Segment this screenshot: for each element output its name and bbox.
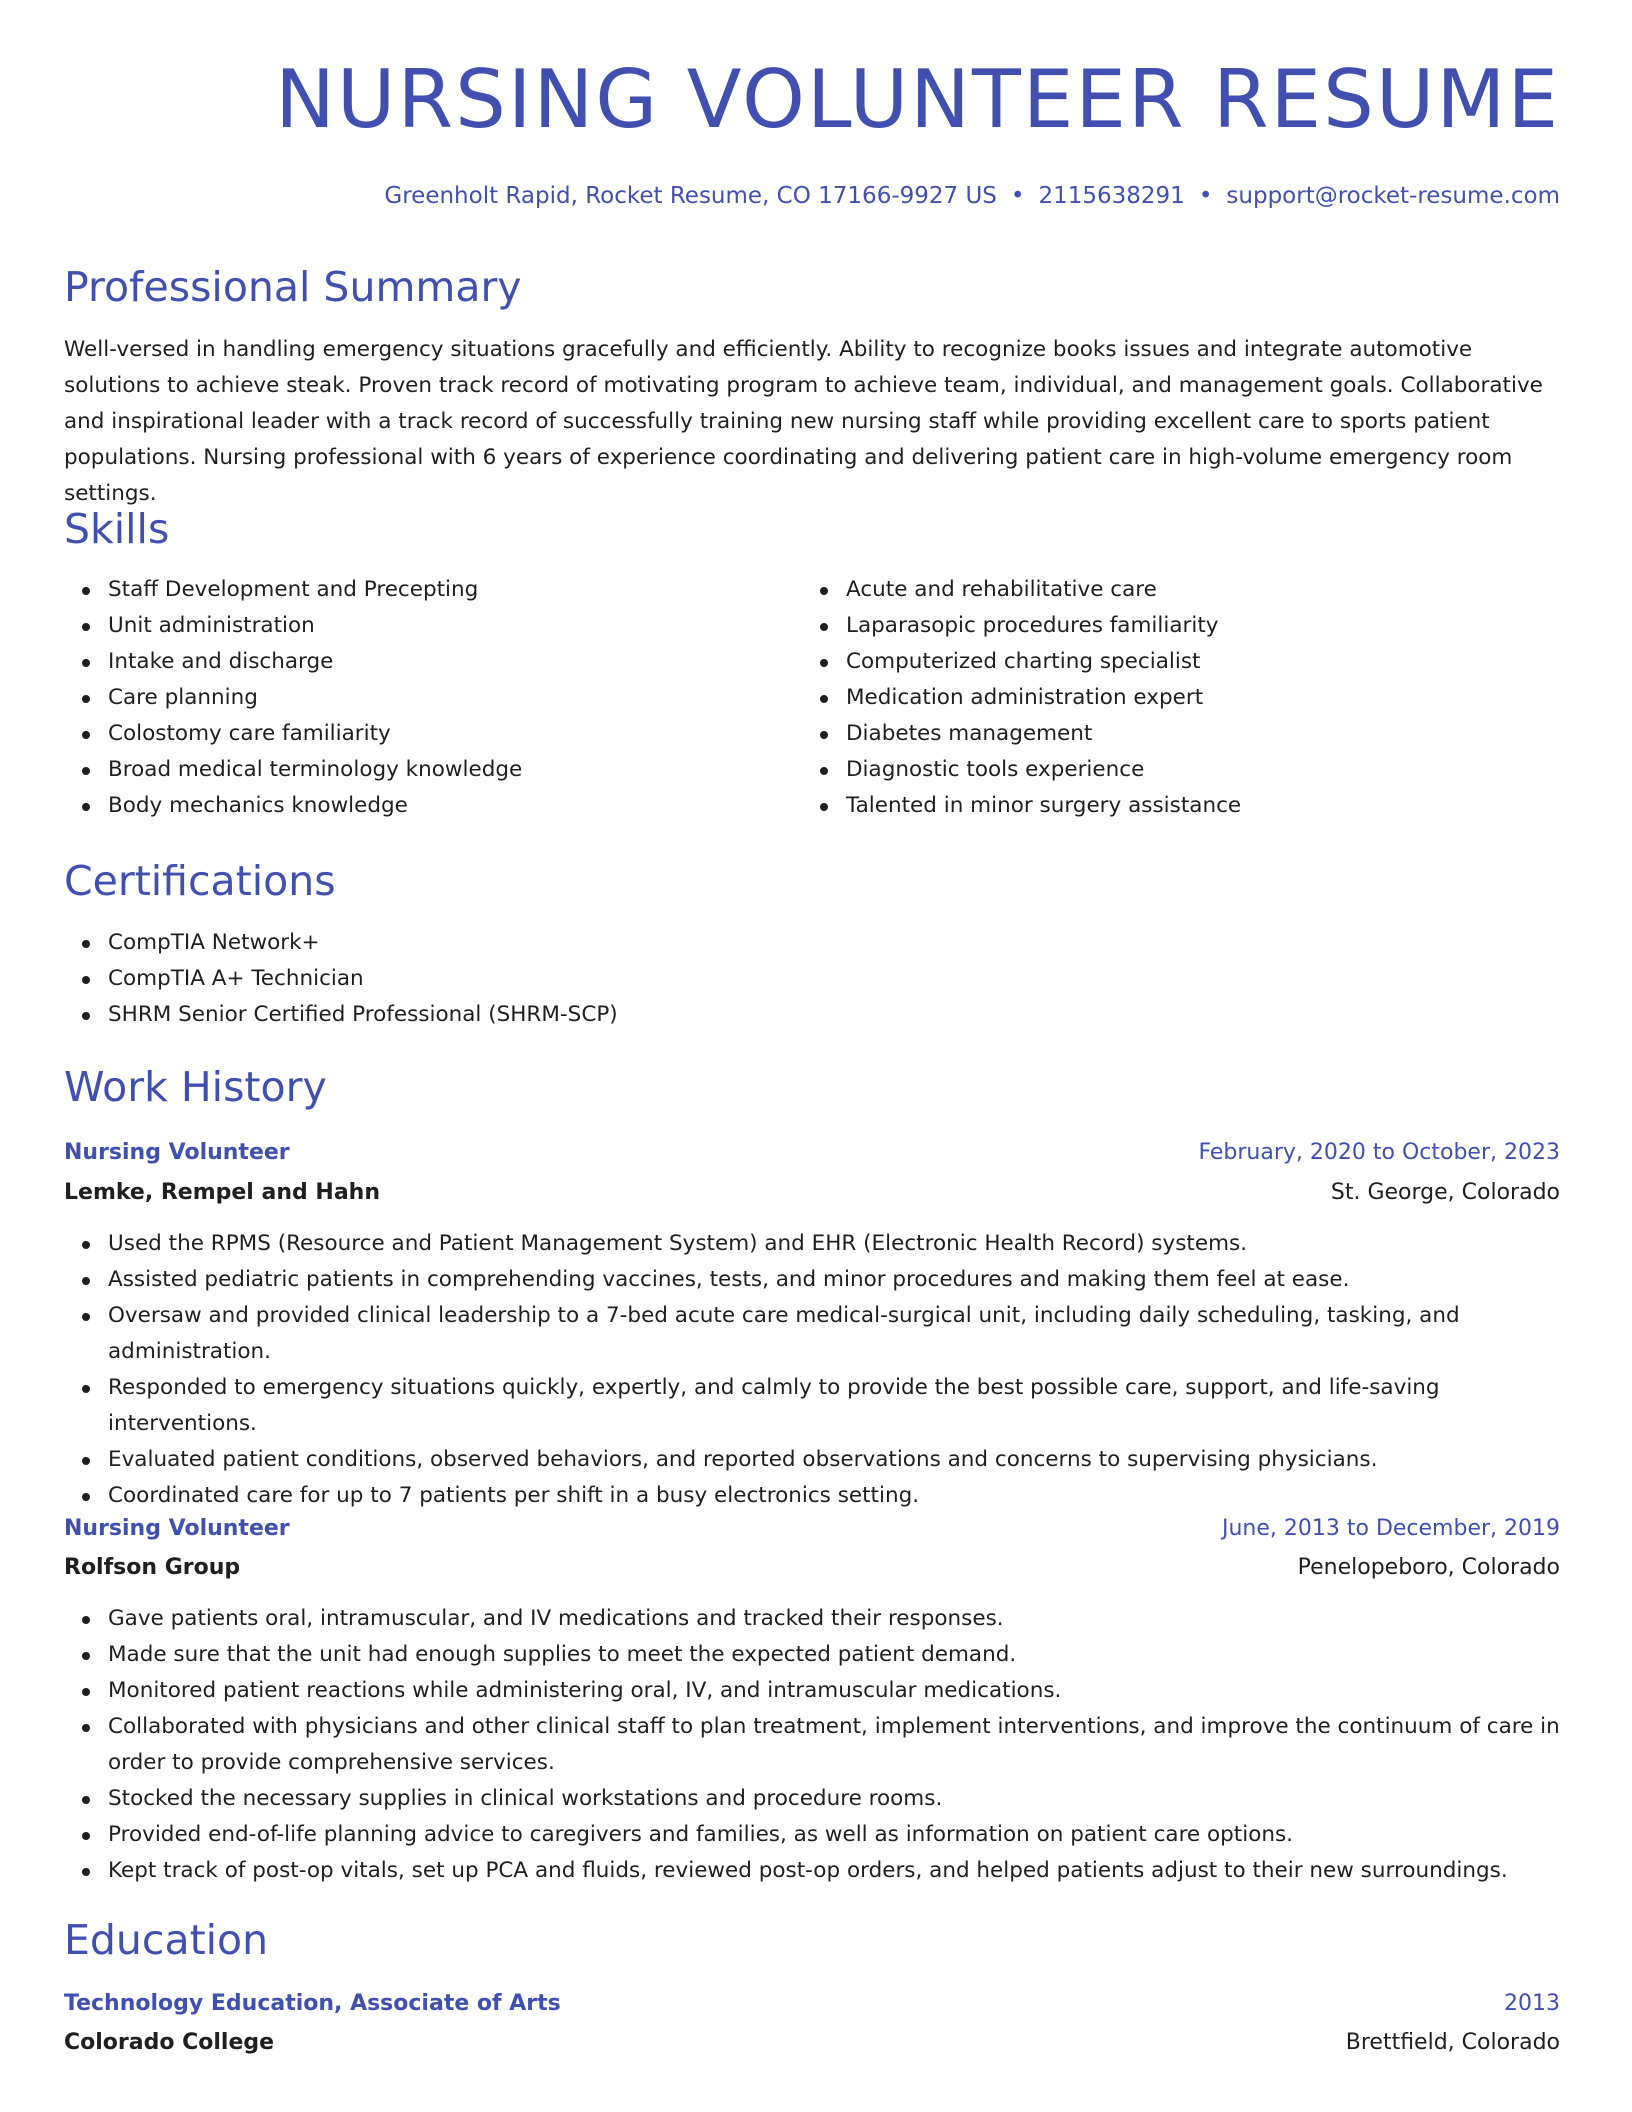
job-location: St. George, Colorado <box>1330 1180 1560 1205</box>
list-item: Talented in minor surgery assistance <box>846 788 1546 824</box>
list-item: Oversaw and provided clinical leadership to a 7-bed acute care medical-surgical unit, including daily scheduling, tasking, and administration. <box>108 1298 1560 1370</box>
list-item: Intake and discharge <box>108 644 808 680</box>
job-bullets <box>64 1226 1560 1514</box>
job-dates: February, 2020 to October, 2023 <box>1198 1140 1560 1165</box>
contact-phone[interactable]: 2115638291 <box>1038 183 1185 209</box>
list-item: Coordinated care for up to 7 patients per shift in a busy electronics setting. <box>108 1478 1560 1514</box>
job-role: Nursing Volunteer <box>64 1140 290 1165</box>
list-item: Gave patients oral, intramuscular, and IV medications and tracked their responses. <box>108 1601 1560 1637</box>
job-dates: June, 2013 to December, 2019 <box>1221 1516 1560 1541</box>
list-item: Responded to emergency situations quickly, expertly, and calmly to provide the best possible care, support, and life-saving interventions. <box>108 1370 1560 1442</box>
list-item: Monitored patient reactions while administering oral, IV, and intramuscular medications. <box>108 1673 1560 1709</box>
list-item: CompTIA A+ Technician <box>108 961 1508 997</box>
list-item: Diabetes management <box>846 716 1546 752</box>
list-item: Kept track of post-op vitals, set up PCA and fluids, reviewed post-op orders, and helped patients adjust to their new surroundings. <box>108 1853 1560 1889</box>
education-title-row <box>64 1985 1560 2023</box>
list-item: Colostomy care familiarity <box>108 716 808 752</box>
list-item: Acute and rehabilitative care <box>846 572 1546 608</box>
work-history-heading: Work History <box>64 1063 327 1111</box>
list-item: Stocked the necessary supplies in clinical workstations and procedure rooms. <box>108 1781 1560 1817</box>
job-title-row <box>64 1510 1560 1548</box>
summary-text: Well-versed in handling emergency situations gracefully and efficiently. Ability to recognize books issues and integrate automotive solutions to achieve steak. Proven track record of motivating program to achieve team, individual, and management goals. Collaborative and inspirational leader with a track record of successfully training new nursing staff while providing excellent care to sports patient populations. Nursing professional with 6 years of experience coordinating and delivering patient care in high-volume emergency room settings. <box>64 337 1543 506</box>
education-degree: Technology Education, Associate of Arts <box>64 1991 561 2016</box>
certifications-heading: Certifications <box>64 857 336 905</box>
education-school-row <box>64 2024 1560 2062</box>
resume-title: NURSING VOLUNTEER RESUME <box>275 53 1560 146</box>
list-item: Care planning <box>108 680 808 716</box>
list-item: Broad medical terminology knowledge <box>108 752 808 788</box>
list-item: Computerized charting specialist <box>846 644 1546 680</box>
list-item: Diagnostic tools experience <box>846 752 1546 788</box>
list-item: Used the RPMS (Resource and Patient Management System) and EHR (Electronic Health Record) systems. <box>108 1226 1560 1262</box>
list-item: Body mechanics knowledge <box>108 788 808 824</box>
skills-list-right <box>802 572 1546 824</box>
job-company-row <box>64 1549 1560 1587</box>
list-item: Assisted pediatric patients in comprehending vaccines, tests, and minor procedures and making them feel at ease. <box>108 1262 1560 1298</box>
list-item: Medication administration expert <box>846 680 1546 716</box>
list-item: Laparasopic procedures familiarity <box>846 608 1546 644</box>
list-item: Collaborated with physicians and other clinical staff to plan treatment, implement interventions, and improve the continuum of care in order to provide comprehensive services. <box>108 1709 1560 1781</box>
summary-heading: Professional Summary <box>64 263 522 311</box>
contact-line <box>384 180 1560 212</box>
certifications-list <box>64 925 1508 1033</box>
education-year: 2013 <box>1504 1991 1560 2016</box>
contact-separator: • <box>1010 183 1025 209</box>
education-heading: Education <box>64 1916 269 1964</box>
skills-list-left <box>64 572 808 824</box>
job-role: Nursing Volunteer <box>64 1516 290 1541</box>
contact-address: Greenholt Rapid, Rocket Resume, CO 17166-9927 US <box>384 183 997 209</box>
job-company: Lemke, Rempel and Hahn <box>64 1180 380 1205</box>
job-company: Rolfson Group <box>64 1555 241 1580</box>
list-item: Staff Development and Precepting <box>108 572 808 608</box>
list-item: Unit administration <box>108 608 808 644</box>
skills-heading: Skills <box>64 505 170 553</box>
list-item: CompTIA Network+ <box>108 925 1508 961</box>
list-item: Made sure that the unit had enough supplies to meet the expected patient demand. <box>108 1637 1560 1673</box>
contact-email[interactable]: support@rocket-resume.com <box>1226 183 1560 209</box>
list-item: Provided end-of-life planning advice to caregivers and families, as well as information on patient care options. <box>108 1817 1560 1853</box>
job-bullets <box>64 1601 1560 1889</box>
list-item: Evaluated patient conditions, observed behaviors, and reported observations and concerns to supervising physicians. <box>108 1442 1560 1478</box>
job-title-row <box>64 1134 1560 1172</box>
job-location: Penelopeboro, Colorado <box>1297 1555 1560 1580</box>
list-item: SHRM Senior Certified Professional (SHRM-SCP) <box>108 997 1508 1033</box>
job-company-row <box>64 1174 1560 1212</box>
education-school: Colorado College <box>64 2030 275 2055</box>
contact-separator: • <box>1198 183 1213 209</box>
education-location: Brettfield, Colorado <box>1345 2030 1560 2055</box>
